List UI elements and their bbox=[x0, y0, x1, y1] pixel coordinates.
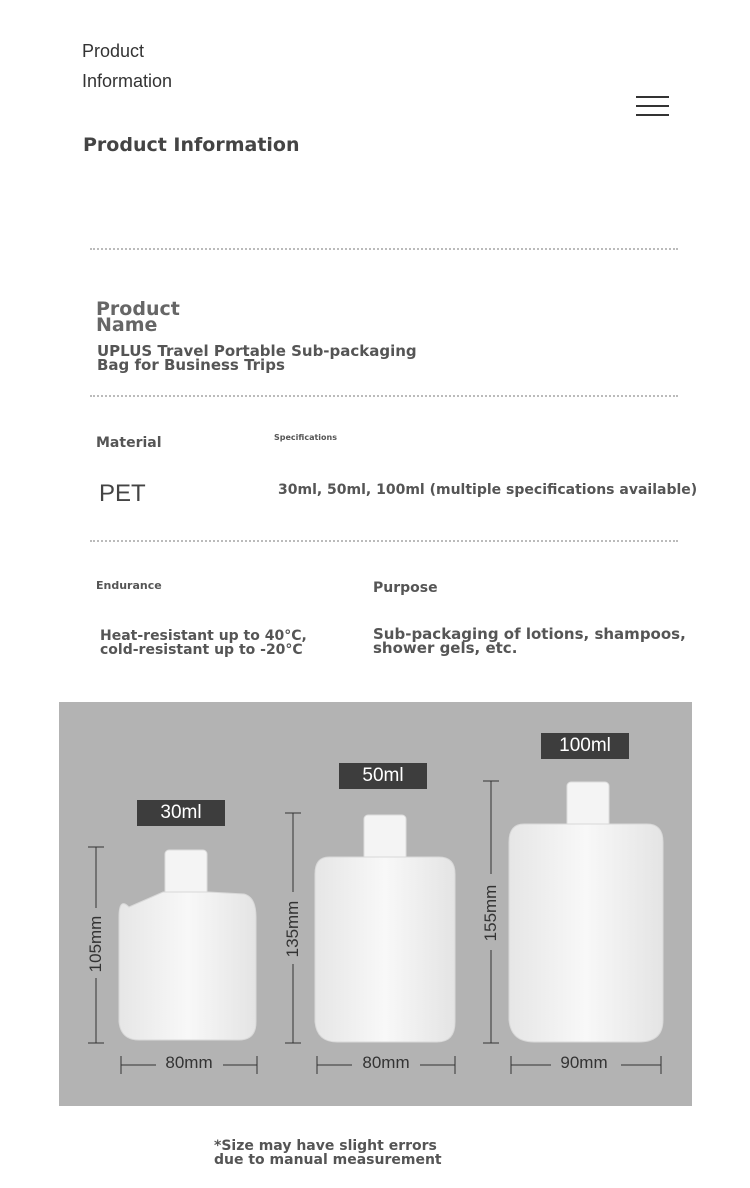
section-heading: Product Information bbox=[83, 134, 300, 156]
height-label: 135mm bbox=[283, 900, 302, 958]
width-label: 80mm bbox=[362, 1053, 410, 1072]
divider bbox=[90, 248, 678, 250]
specifications-value: 30ml, 50ml, 100ml (multiple specifications available) bbox=[278, 482, 698, 498]
bag-100ml bbox=[509, 782, 663, 1042]
nav-title: Product Information bbox=[82, 41, 173, 91]
endurance-value: Heat-resistant up to 40°C, cold-resistant up to -20°C bbox=[100, 628, 307, 658]
hamburger-menu-icon[interactable] bbox=[636, 96, 670, 118]
height-label: 105mm bbox=[86, 915, 105, 973]
capacity-tag: 30ml bbox=[137, 800, 225, 826]
divider bbox=[90, 395, 678, 397]
purpose-value: Sub-packaging of lotions, shampoos, shower gels, etc. bbox=[373, 625, 686, 657]
divider bbox=[90, 540, 678, 542]
capacity-tag: 100ml bbox=[541, 733, 629, 759]
specifications-label: Specifications bbox=[274, 433, 337, 442]
width-label: 90mm bbox=[560, 1053, 608, 1072]
product-size-image bbox=[59, 702, 692, 1106]
height-label: 155mm bbox=[481, 884, 500, 942]
product-name-value: UPLUS Travel Portable Sub-packaging Bag for Business Trips bbox=[97, 342, 417, 374]
footer-note: *Size may have slight errors due to manual measurement bbox=[214, 1138, 442, 1168]
width-label: 80mm bbox=[165, 1053, 213, 1072]
bag-30ml bbox=[119, 850, 256, 1040]
product-name-label: Product Name bbox=[96, 298, 180, 336]
material-label: Material bbox=[96, 435, 162, 451]
material-value: PET bbox=[99, 480, 146, 507]
capacity-tag: 50ml bbox=[339, 763, 427, 789]
purpose-label: Purpose bbox=[373, 580, 438, 596]
bag-50ml bbox=[315, 815, 455, 1042]
endurance-label: Endurance bbox=[96, 579, 162, 592]
